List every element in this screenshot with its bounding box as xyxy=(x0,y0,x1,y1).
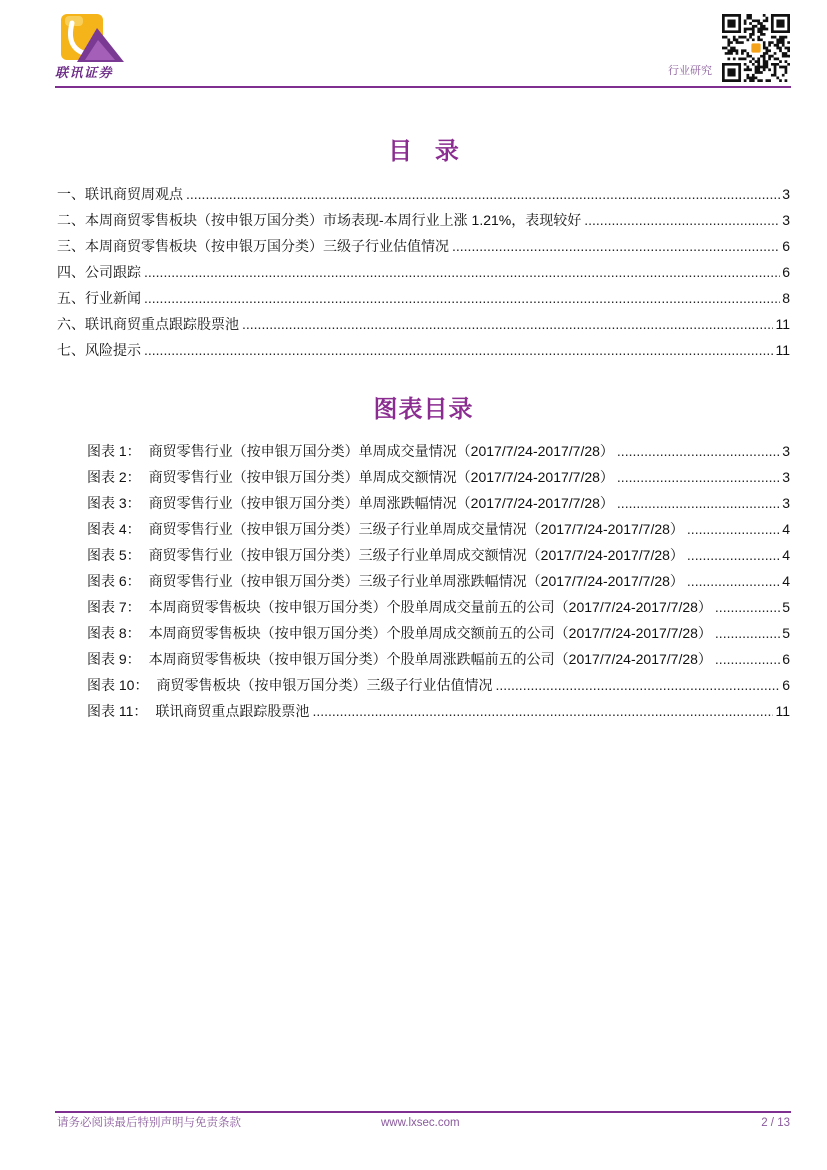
toc-list xyxy=(57,181,790,363)
figure-entry-label: 图表 11： xyxy=(87,703,148,719)
figure-entry-page: 6 xyxy=(782,651,790,667)
toc-entry-title: 风险提示 xyxy=(85,342,141,358)
toc-entry-number: 三、 xyxy=(57,238,85,254)
figure-entry[interactable] xyxy=(87,490,790,516)
figure-entry-page: 5 xyxy=(782,599,790,615)
toc-entry-page: 6 xyxy=(782,264,790,280)
figure-entry-title: 商贸零售行业（按申银万国分类）单周成交量情况（2017/7/24-2017/7/28） xyxy=(148,443,614,459)
dot-leader xyxy=(495,672,780,698)
figure-entry-page: 4 xyxy=(782,573,790,589)
toc-entry-page: 8 xyxy=(782,290,790,306)
header-divider xyxy=(55,86,791,88)
toc-title: 目 录 xyxy=(388,138,459,165)
figure-entry-title: 商贸零售行业（按申银万国分类）单周涨跌幅情况（2017/7/24-2017/7/28） xyxy=(148,495,614,511)
figure-entry-page: 3 xyxy=(782,469,790,485)
dot-leader xyxy=(186,181,780,207)
dot-leader xyxy=(715,620,780,646)
toc-entry[interactable] xyxy=(57,285,790,311)
figure-entry-label: 图表 6： xyxy=(87,573,141,589)
figure-entry-title: 商贸零售行业（按申银万国分类）单周成交额情况（2017/7/24-2017/7/28） xyxy=(148,469,614,485)
logo-mark-icon xyxy=(57,10,127,64)
figure-entry-page: 4 xyxy=(782,547,790,563)
figures-title: 图表目录 xyxy=(373,396,474,423)
toc-entry-number: 六、 xyxy=(57,316,85,332)
dot-leader xyxy=(687,542,780,568)
dot-leader xyxy=(617,464,780,490)
footer-website: www.lxsec.com xyxy=(381,1117,460,1129)
toc-entry-number: 四、 xyxy=(57,264,85,280)
toc-entry[interactable] xyxy=(57,181,790,207)
toc-entry[interactable] xyxy=(57,259,790,285)
toc-entry-page: 11 xyxy=(775,342,790,358)
footer-disclaimer: 请务必阅读最后特别声明与免责条款 xyxy=(57,1117,241,1129)
figure-entry[interactable] xyxy=(87,542,790,568)
dot-leader xyxy=(144,259,780,285)
figure-entry[interactable] xyxy=(87,646,790,672)
dot-leader xyxy=(242,311,773,337)
figure-entry-title: 商贸零售行业（按申银万国分类）三级子行业单周成交额情况（2017/7/24-2017/7/28） xyxy=(148,547,684,563)
figure-entry[interactable] xyxy=(87,438,790,464)
figure-entry[interactable] xyxy=(87,672,790,698)
dot-leader xyxy=(687,568,780,594)
toc-entry-title: 联讯商贸重点跟踪股票池 xyxy=(85,316,239,332)
toc-entry-title: 联讯商贸周观点 xyxy=(85,186,183,202)
figure-entry-label: 图表 10： xyxy=(87,677,149,693)
figure-entry-title: 商贸零售板块（按申银万国分类）三级子行业估值情况 xyxy=(156,677,493,693)
figure-entry-page: 5 xyxy=(782,625,790,641)
toc-entry-page: 6 xyxy=(782,238,790,254)
toc-entry-number: 七、 xyxy=(57,342,85,358)
page-indicator: 2 / 13 xyxy=(761,1117,790,1129)
footer-divider xyxy=(55,1111,791,1113)
toc-entry-title: 行业新闻 xyxy=(85,290,141,306)
toc-entry-page: 11 xyxy=(775,316,790,332)
figure-entry-page: 11 xyxy=(775,703,790,719)
toc-entry-number: 五、 xyxy=(57,290,85,306)
toc-entry-page: 3 xyxy=(782,212,790,228)
figure-entry-title: 本周商贸零售板块（按申银万国分类）个股单周涨跌幅前五的公司（2017/7/24-2017/7/28） xyxy=(148,651,712,667)
figure-entry[interactable] xyxy=(87,568,790,594)
figure-entry[interactable] xyxy=(87,464,790,490)
figure-entry[interactable] xyxy=(87,594,790,620)
dot-leader xyxy=(617,438,780,464)
figure-entry-label: 图表 9： xyxy=(87,651,141,667)
qr-code xyxy=(722,14,790,82)
figure-entry-label: 图表 1： xyxy=(87,443,141,459)
dot-leader xyxy=(617,490,780,516)
figure-entry-title: 商贸零售行业（按申银万国分类）三级子行业单周成交量情况（2017/7/24-2017/7/28） xyxy=(148,521,684,537)
figure-entry[interactable] xyxy=(87,698,790,724)
toc-entry-page: 3 xyxy=(782,186,790,202)
figure-entry-label: 图表 3： xyxy=(87,495,141,511)
dot-leader xyxy=(144,337,773,363)
figure-entry-page: 4 xyxy=(782,521,790,537)
figure-entry-label: 图表 4： xyxy=(87,521,141,537)
figure-entry-label: 图表 5： xyxy=(87,547,141,563)
logo-text: 联讯证券 xyxy=(55,66,114,81)
figure-entry-title: 商贸零售行业（按申银万国分类）三级子行业单周涨跌幅情况（2017/7/24-2017/7/28） xyxy=(148,573,684,589)
figures-list xyxy=(87,438,790,724)
toc-entry-title: 本周商贸零售板块（按申银万国分类）三级子行业估值情况 xyxy=(85,238,449,254)
dot-leader xyxy=(687,516,780,542)
figure-entry-label: 图表 8： xyxy=(87,625,141,641)
figure-entry-title: 联讯商贸重点跟踪股票池 xyxy=(155,703,310,719)
dot-leader xyxy=(144,285,780,311)
toc-entry[interactable] xyxy=(57,233,790,259)
toc-entry[interactable] xyxy=(57,311,790,337)
toc-entry-title: 本周商贸零售板块（按申银万国分类）市场表现-本周行业上涨 1.21%，表现较好 xyxy=(85,212,582,228)
dot-leader xyxy=(715,646,780,672)
toc-entry[interactable] xyxy=(57,207,790,233)
toc-entry-number: 一、 xyxy=(57,186,85,202)
company-logo xyxy=(55,10,131,82)
toc-entry-number: 二、 xyxy=(57,212,85,228)
figure-entry-title: 本周商贸零售板块（按申银万国分类）个股单周成交额前五的公司（2017/7/24-2017/7/28） xyxy=(148,625,712,641)
dot-leader xyxy=(312,698,773,724)
figure-entry-page: 3 xyxy=(782,495,790,511)
figure-entry-title: 本周商贸零售板块（按申银万国分类）个股单周成交量前五的公司（2017/7/24-2017/7/28） xyxy=(148,599,712,615)
dot-leader xyxy=(715,594,780,620)
toc-entry-title: 公司跟踪 xyxy=(85,264,141,280)
figure-entry-page: 6 xyxy=(782,677,790,693)
figure-entry[interactable] xyxy=(87,620,790,646)
toc-entry[interactable] xyxy=(57,337,790,363)
dot-leader xyxy=(452,233,780,259)
figure-entry-page: 3 xyxy=(782,443,790,459)
dot-leader xyxy=(584,207,780,233)
figure-entry-label: 图表 2： xyxy=(87,469,141,485)
figure-entry-label: 图表 7： xyxy=(87,599,141,615)
report-type-label: 行业研究 xyxy=(668,65,712,77)
figure-entry[interactable] xyxy=(87,516,790,542)
